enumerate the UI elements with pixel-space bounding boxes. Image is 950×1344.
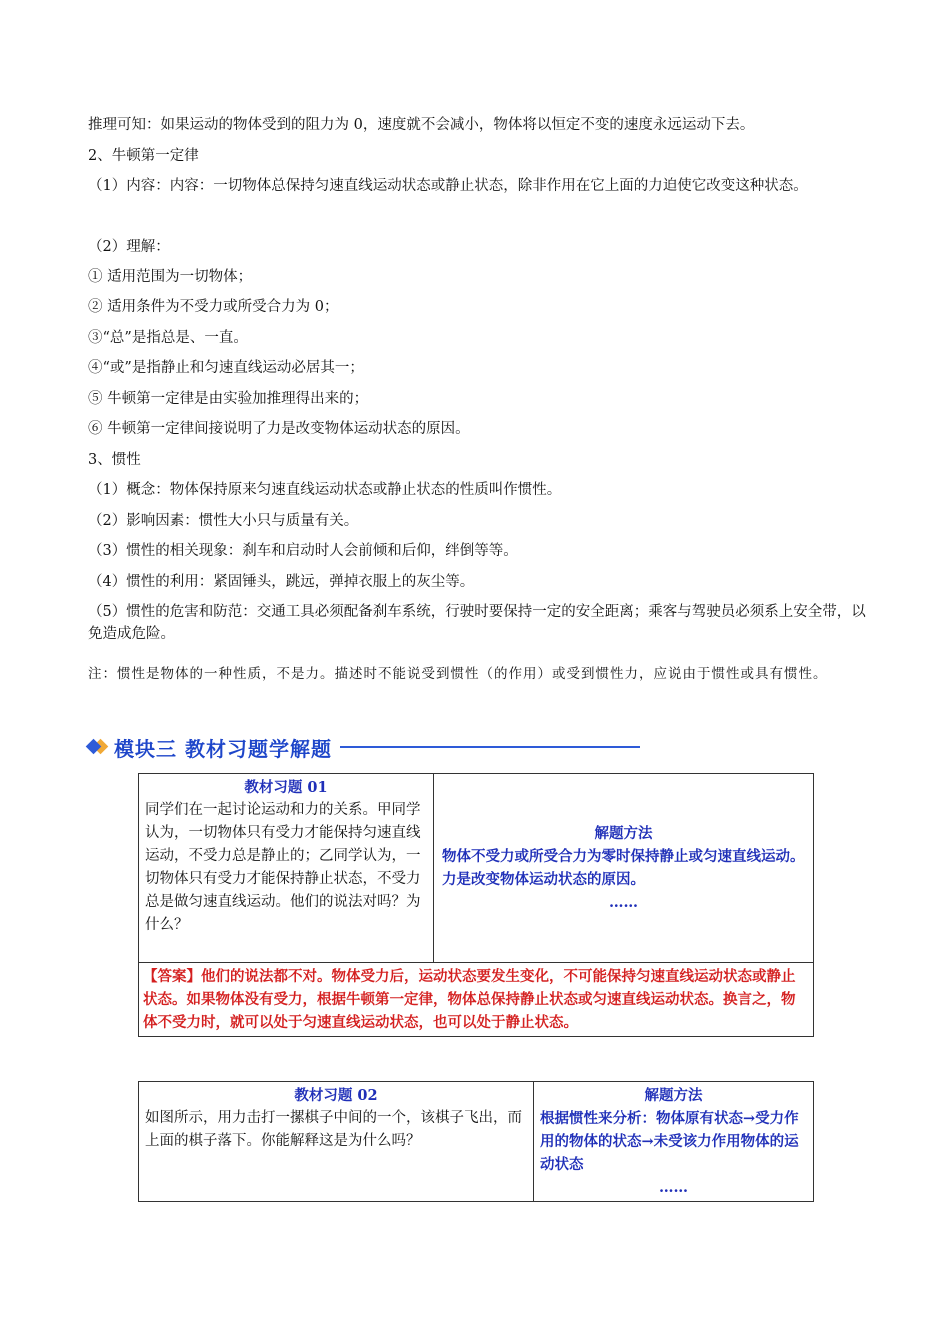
answer-text: 【答案】他们的说法都不对。物体受力后，运动状态要发生变化，不可能保持匀速直线运动状态或静止状态。如果物体没有受力，根据牛顿第一定律，物体总保持静止状态或匀速直线运动状态。换言之，物体不受力时，就可以处于匀速直线运动状态，也可以处于静止状态。 [143, 968, 796, 1031]
diamond-icon [86, 736, 108, 758]
note-paragraph: 注：惯性是物体的一种性质，不是力。描述时不能说受到惯性（的作用）或受到惯性力，应说由于惯性或具有惯性。 [88, 666, 828, 682]
text-paragraph: （1）内容：内容：一切物体总保持匀速直线运动状态或静止状态，除非作用在它上面的力迫使它改变这种状态。 [88, 178, 808, 194]
text-line: （1）概念：物体保持原来匀速直线运动状态或静止状态的性质叫作惯性。 [88, 482, 562, 498]
method-cell [434, 774, 814, 963]
method-body: 根据惯性来分析：物体原有状态→受力作用的物体的状态→未受该力作用物体的运动状态 [540, 1110, 799, 1173]
banner-divider [340, 746, 640, 748]
method-ellipsis: …… [609, 894, 638, 911]
exercise-table-1 [138, 773, 814, 1037]
text-line: （2）理解： [88, 239, 170, 255]
exercise-title: 教材习题 01 [244, 779, 328, 796]
exercise-question-cell [139, 1082, 534, 1202]
text-line: （4）惯性的利用：紧固锤头，跳远，弹掉衣服上的灰尘等。 [88, 574, 475, 590]
text-line: 推理可知：如果运动的物体受到的阻力为 0，速度就不会减小，物体将以恒定不变的速度永远运动下去。 [88, 117, 755, 133]
method-ellipsis: …… [659, 1179, 688, 1196]
method-cell [534, 1082, 814, 1202]
method-body: 物体不受力或所受合力为零时保持静止或匀速直线运动。力是改变物体运动状态的原因。 [442, 848, 805, 888]
list-item: ② 适用条件为不受力或所受合力为 0； [88, 299, 339, 315]
exercise-table-2 [138, 1081, 814, 1202]
text-line: （3）惯性的相关现象：刹车和启动时人会前倾和后仰，绊倒等等。 [88, 543, 518, 559]
exercise-question: 如图所示，用力击打一摞棋子中间的一个，该棋子飞出，而上面的棋子落下。你能解释这是为什么吗？ [145, 1110, 522, 1149]
list-item: ⑥ 牛顿第一定律间接说明了力是改变物体运动状态的原因。 [88, 421, 470, 437]
module-banner [86, 730, 640, 764]
answer-cell [139, 963, 814, 1037]
section-heading: 2、牛顿第一定律 [88, 148, 199, 164]
method-title: 解题方法 [594, 825, 653, 842]
text-paragraph: （5）惯性的危害和防范：交通工具必须配备刹车系统，行驶时要保持一定的安全距离；乘客与驾驶员必须系上安全带，以免造成危险。 [88, 604, 866, 642]
list-item: ③“总”是指总是、一直。 [88, 330, 248, 346]
list-item: ① 适用范围为一切物体； [88, 269, 253, 285]
list-item: ⑤ 牛顿第一定律是由实验加推理得出来的； [88, 391, 369, 407]
exercise-title: 教材习题 02 [294, 1087, 378, 1104]
method-title: 解题方法 [644, 1087, 703, 1104]
exercise-question-cell [139, 774, 434, 963]
list-item: ④“或”是指静止和匀速直线运动必居其一； [88, 360, 364, 376]
section-heading: 3、惯性 [88, 452, 141, 468]
module-title: 模块三 教材习题学解题 [114, 736, 332, 761]
exercise-question: 同学们在一起讨论运动和力的关系。甲同学认为，一切物体只有受力才能保持匀速直线运动，不受力总是静止的；乙同学认为，一切物体只有受力才能保持静止状态，不受力总是做匀速直线运动。他们的说法对吗？为什么？ [145, 802, 421, 933]
text-line: （2）影响因素：惯性大小只与质量有关。 [88, 513, 359, 529]
